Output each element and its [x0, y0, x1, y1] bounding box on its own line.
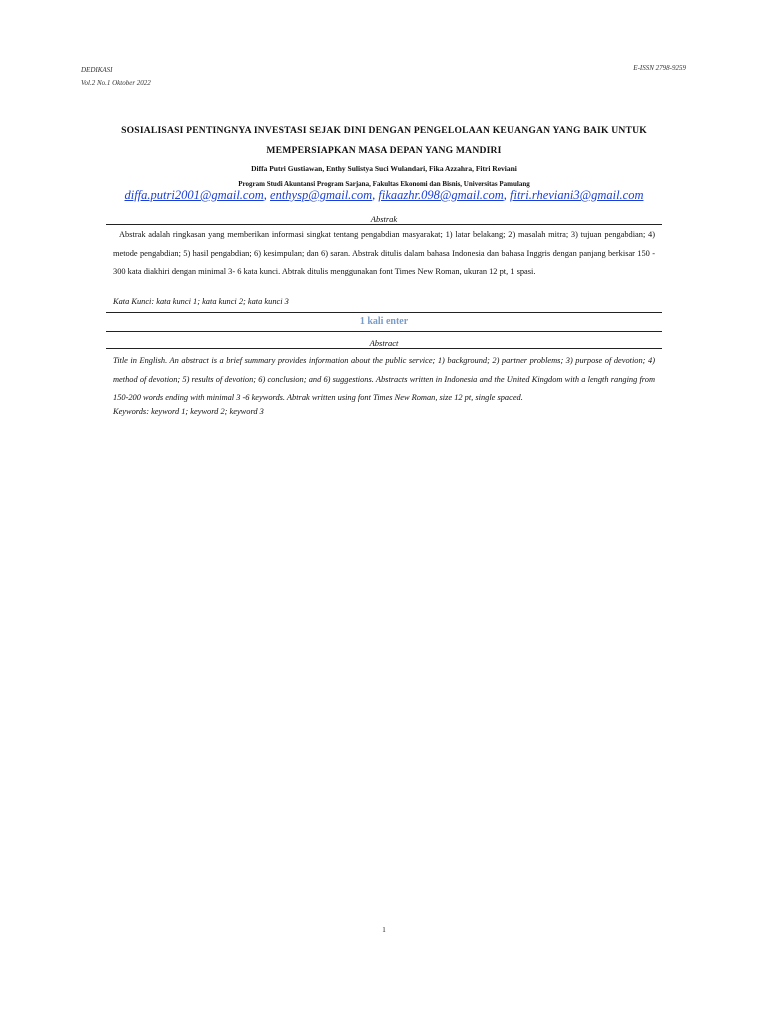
email-link-2[interactable]: enthysp@gmail.com: [270, 188, 373, 202]
page-number: 1: [382, 926, 386, 934]
journal-header: [81, 64, 151, 90]
author-affiliation: Program Studi Akuntansi Program Sarjana, Fakultas Ekonomi dan Bisnis, Universitas Pamulang: [238, 180, 530, 188]
divider-line: [106, 312, 662, 313]
paper-title-line-2: MEMPERSIAPKAN MASA DEPAN YANG MANDIRI: [266, 145, 502, 156]
email-link-4[interactable]: fitri.rheviani3@gmail.com: [510, 188, 644, 202]
abstrak-keywords: Kata Kunci: kata kunci 1; kata kunci 2; kata kunci 3: [113, 297, 289, 306]
email-link-3[interactable]: fikaazhr.098@gmail.com: [378, 188, 504, 202]
email-link-1[interactable]: diffa.putri2001@gmail.com: [124, 188, 264, 202]
enter-note: 1 kali enter: [359, 316, 409, 327]
abstract-text: Title in English. An abstract is a brief summary provides information about the public service; 1) background; 2) partner problems; 3) purpose of devotion; 4) method of devotion; 5) results of devotion; 6) conclusion; and 6) suggestions. Abstracts written in Indonesia and the United Kingdom with a length ranging from 150-200 words ending with minimal 3 -6 keywords. Abtrak written using font Times New Roman, size 12 pt, single spaced.: [113, 356, 655, 402]
abstrak-text: Abstrak adalah ringkasan yang memberikan informasi singkat tentang pengabdian masyarakat; 1) latar belakang; 2) masalah mitra; 3) tujuan pengabdian; 4) metode pengabdian; 5) hasil pengabdian; 6) kesimpulan; dan 6) saran. Abstrak ditulis dalam bahasa Indonesia dan bahasa Inggris dengan panjang berkisar 150 - 300 kata diakhiri dengan minimal 3- 6 kata kunci. Abtrak ditulis menggunakan font Times New Roman, ukuran 12 pt, 1 spasi.: [113, 230, 655, 276]
author-emails: diffa.putri2001@gmail.com, enthysp@gmail.com, fikaazhr.098@gmail.com, fitri.rheviani3@gmail.com: [124, 188, 644, 202]
divider-line: [106, 224, 662, 225]
journal-issn: E-ISSN 2798-9259: [633, 64, 686, 72]
abstract-heading: Abstract: [369, 338, 399, 348]
author-list: Diffa Putri Gustiawan, Enthy Sulistya Suci Wulandari, Fika Azzahra, Fitri Reviani: [251, 164, 517, 173]
journal-name: DEDIKASI: [81, 66, 113, 74]
divider-line: [106, 348, 662, 349]
abstract-keywords: Keywords: keyword 1; keyword 2; keyword 3: [113, 407, 264, 416]
abstrak-heading: Abstrak: [370, 214, 398, 224]
divider-line: [106, 331, 662, 332]
journal-volume: Vol.2 No.1 Oktober 2022: [81, 79, 151, 87]
paper-title-line-1: SOSIALISASI PENTINGNYA INVESTASI SEJAK DINI DENGAN PENGELOLAAN KEUANGAN YANG BAIK UNTUK: [121, 125, 647, 136]
